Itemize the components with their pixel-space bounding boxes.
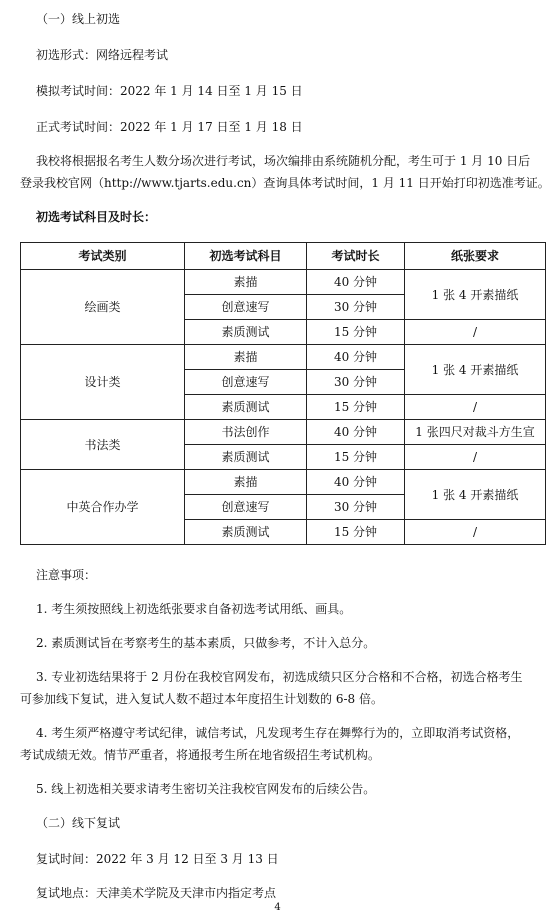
- paper-cell: /: [405, 445, 546, 470]
- schedule-paragraph-line1: 我校将根据报名考生人数分场次进行考试，场次编排由系统随机分配，考生可于 1 月 10 日后: [36, 154, 531, 168]
- subject-cell: 创意速写: [185, 295, 307, 320]
- table-row: [21, 270, 546, 295]
- duration-cell: 40 分钟: [307, 345, 405, 370]
- duration-cell: 15 分钟: [307, 320, 405, 345]
- page-number: 4: [274, 902, 281, 913]
- table-row: [21, 420, 546, 445]
- duration-cell: 15 分钟: [307, 395, 405, 420]
- table-header-row: [21, 243, 546, 270]
- category-cell: 书法类: [21, 420, 185, 470]
- formal-exam-time: 正式考试时间：2022 年 1 月 17 日至 1 月 18 日: [36, 120, 303, 134]
- subject-cell: 创意速写: [185, 370, 307, 395]
- note-3-line2: 可参加线下复试，进入复试人数不超过本年度招生计划数的 6-8 倍。: [20, 692, 383, 706]
- duration-cell: 30 分钟: [307, 495, 405, 520]
- subject-cell: 素质测试: [185, 520, 307, 545]
- paper-cell: 1 张 4 开素描纸: [405, 270, 546, 320]
- paper-cell: /: [405, 520, 546, 545]
- subject-cell: 素质测试: [185, 320, 307, 345]
- duration-cell: 30 分钟: [307, 370, 405, 395]
- subjects-title: 初选考试科目及时长：: [36, 210, 157, 224]
- note-1: 1. 考生须按照线上初选纸张要求自备初选考试用纸、画具。: [36, 602, 352, 616]
- duration-cell: 40 分钟: [307, 420, 405, 445]
- exam-form: 初选形式：网络远程考试: [36, 48, 169, 62]
- note-2: 2. 素质测试旨在考察考生的基本素质，只做参考，不计入总分。: [36, 636, 376, 650]
- paper-cell: 1 张四尺对裁斗方生宣: [405, 420, 546, 445]
- notes-title: 注意事项：: [36, 568, 97, 582]
- note-5: 5. 线上初选相关要求请考生密切关注我校官网发布的后续公告。: [36, 782, 376, 796]
- table-row: [21, 345, 546, 370]
- schedule-paragraph-line2: 登录我校官网（http://www.tjarts.edu.cn）查询具体考试时间，1 月 11 日开始打印初选准考证。: [20, 176, 550, 190]
- paper-cell: /: [405, 320, 546, 345]
- header-paper: 纸张要求: [405, 243, 546, 270]
- category-cell: 绘画类: [21, 270, 185, 345]
- mock-exam-time: 模拟考试时间：2022 年 1 月 14 日至 1 月 15 日: [36, 84, 303, 98]
- subject-cell: 素描: [185, 470, 307, 495]
- retest-time: 复试时间：2022 年 3 月 12 日至 3 月 13 日: [36, 852, 279, 866]
- retest-location: 复试地点：天津美术学院及天津市内指定考点: [36, 886, 277, 900]
- paper-cell: 1 张 4 开素描纸: [405, 470, 546, 520]
- note-3-line1: 3. 专业初选结果将于 2 月份在我校官网发布，初选成绩只区分合格和不合格，初选合格考生: [36, 670, 523, 684]
- header-duration: 考试时长: [307, 243, 405, 270]
- paper-cell: 1 张 4 开素描纸: [405, 345, 546, 395]
- subject-cell: 素描: [185, 270, 307, 295]
- note-4-line2: 考试成绩无效。情节严重者，将通报考生所在地省级招生考试机构。: [20, 748, 381, 762]
- duration-cell: 15 分钟: [307, 520, 405, 545]
- category-cell: 中英合作办学: [21, 470, 185, 545]
- duration-cell: 30 分钟: [307, 295, 405, 320]
- section2-heading: （二）线下复试: [36, 816, 121, 830]
- subject-cell: 素质测试: [185, 445, 307, 470]
- duration-cell: 40 分钟: [307, 470, 405, 495]
- subject-cell: 创意速写: [185, 495, 307, 520]
- subject-cell: 素描: [185, 345, 307, 370]
- duration-cell: 15 分钟: [307, 445, 405, 470]
- subject-cell: 书法创作: [185, 420, 307, 445]
- duration-cell: 40 分钟: [307, 270, 405, 295]
- header-category: 考试类别: [21, 243, 185, 270]
- category-cell: 设计类: [21, 345, 185, 420]
- paper-cell: /: [405, 395, 546, 420]
- section1-heading: （一）线上初选: [36, 12, 121, 26]
- table-row: [21, 470, 546, 495]
- exam-subjects-table: [20, 242, 546, 545]
- header-subject: 初选考试科目: [185, 243, 307, 270]
- note-4-line1: 4. 考生须严格遵守考试纪律，诚信考试，凡发现考生存在舞弊行为的，立即取消考试资格，: [36, 726, 520, 740]
- subject-cell: 素质测试: [185, 395, 307, 420]
